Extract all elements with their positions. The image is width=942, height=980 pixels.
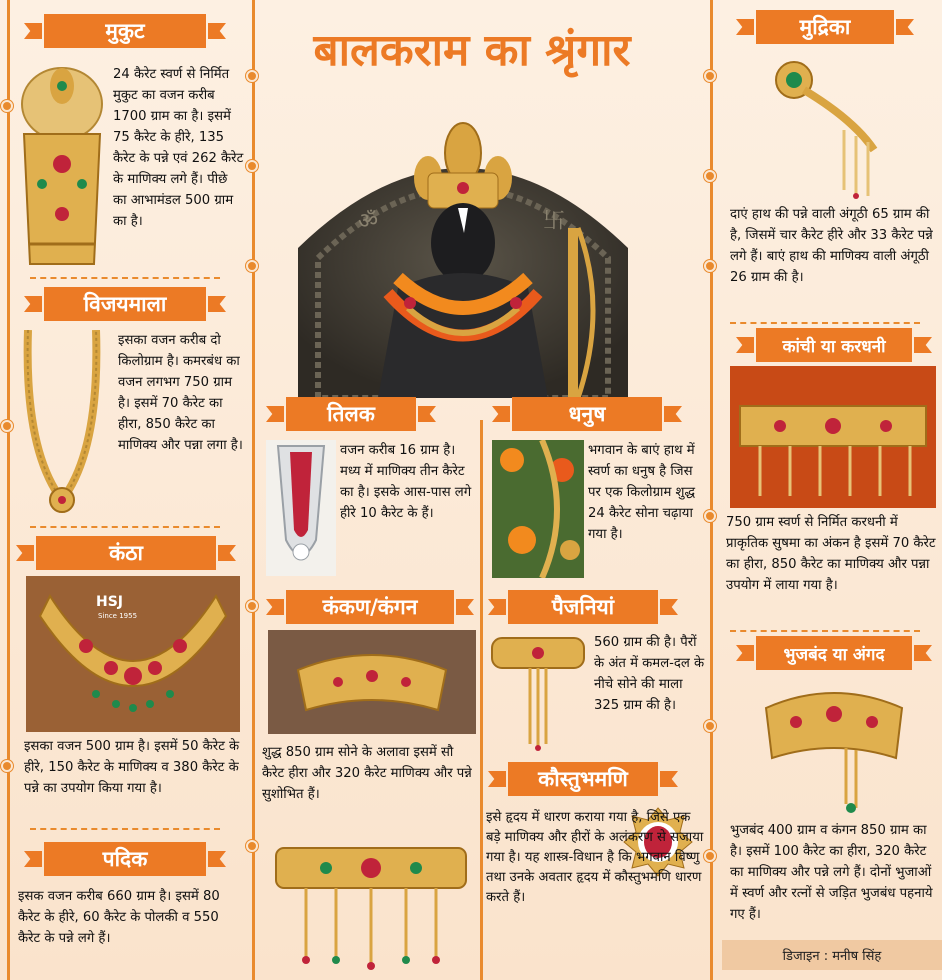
kaustubh-heading: कौस्तुभमणि bbox=[508, 762, 658, 796]
paijaniyan-heading: पैजनियां bbox=[508, 590, 658, 624]
mudrika-heading: मुद्रिका bbox=[756, 10, 894, 44]
kantha-text: इसका वजन 500 ग्राम है। इसमें 50 कैरेट के हीरे, 150 कैरेट के माणिक्य व 380 कैरेट के पन्ने का उपयोग किया गया है। bbox=[24, 739, 240, 796]
kankan-text: शुद्ध 850 ग्राम सोने के अलावा इसमें सौ कैरेट हीरा और 320 कैरेट माणिक्य और पन्ने सुशोभित हैं। bbox=[262, 745, 472, 802]
section-divider bbox=[730, 630, 920, 632]
column-divider-center bbox=[480, 420, 483, 980]
paijaniyan-image bbox=[486, 632, 590, 752]
divider-dot bbox=[704, 260, 716, 272]
vijaymala-text: इसका वजन करीब दो किलोग्राम है। कमरबंध का वजन लगभग 750 ग्राम है। इसमें 70 कैरेट का हीरा, 850 कैरेट का माणिक्य और पन्ना लगा है। bbox=[118, 333, 243, 453]
page-title: बालकराम का श्रृंगार bbox=[313, 25, 631, 76]
kantha-banner bbox=[36, 536, 216, 570]
padik-heading: पदिक bbox=[44, 842, 206, 876]
tilak-banner bbox=[286, 397, 416, 431]
section-divider bbox=[30, 526, 220, 528]
svg-text:ॐ: ॐ bbox=[358, 209, 379, 234]
divider-dot bbox=[704, 170, 716, 182]
tilak-image bbox=[266, 440, 336, 576]
dhanush-image bbox=[492, 440, 584, 578]
svg-text:卐: 卐 bbox=[543, 209, 566, 234]
kanchi-image bbox=[730, 366, 936, 508]
divider-dot bbox=[704, 720, 716, 732]
mukut-heading: मुकुट bbox=[44, 14, 206, 48]
bhujband-banner bbox=[756, 636, 912, 670]
bhujband-heading: भुजबंद या अंगद bbox=[756, 636, 912, 670]
mudrika-banner bbox=[756, 10, 894, 44]
divider-dot bbox=[1, 100, 13, 112]
mudrika-image bbox=[734, 50, 934, 200]
kaustubh-banner bbox=[508, 762, 658, 796]
kankan-heading: कंकण/कंगन bbox=[286, 590, 454, 624]
hsj-tagline: Since 1955 bbox=[98, 612, 138, 620]
column-divider-1 bbox=[252, 0, 255, 980]
section-divider bbox=[30, 277, 220, 279]
kantha-heading: कंठा bbox=[36, 536, 216, 570]
bhujband-text: भुजबंद 400 ग्राम व कंगन 850 ग्राम का है। इसमें 100 कैरेट का हीरा, 320 कैरेट का माणिक्य और पन्ने लगे हैं। दोनों भुजाओं में स्वर्ण और रत्नों से जड़ित भुजबंध पहनाये गए हैं। bbox=[730, 823, 933, 922]
divider-dot bbox=[704, 70, 716, 82]
section-divider bbox=[730, 322, 920, 324]
divider-dot bbox=[246, 840, 258, 852]
kaustubh-text: इसे हृदय में धारण कराया गया है, जिसे एक बड़े माणिक्य और हीरों के अलंकरण से सजाया गया है। यह शास्त्र-विधान है कि भगवान विष्णु तथा उनके अवतार हृदय में कौस्तुभमणि धारण करते हैं। bbox=[486, 810, 704, 905]
divider-dot bbox=[246, 160, 258, 172]
vijaymala-image bbox=[14, 330, 110, 516]
tilak-text: वजन करीब 16 ग्राम है। मध्य में माणिक्य तीन कैरेट का है। इसके आस-पास लगे हीरे 10 कैरेट के हैं। bbox=[340, 443, 472, 521]
paijaniyan-text: 560 ग्राम की है। पैरों के अंत में कमल-दल के नीचे सोने की माला 325 ग्राम की है। bbox=[594, 635, 705, 713]
kanchi-banner bbox=[756, 328, 912, 362]
vijaymala-banner bbox=[44, 287, 206, 321]
mukut-text: 24 कैरेट स्वर्ण से निर्मित मुकुट का वजन करीब 1700 ग्राम का है। इसमें 75 कैरेट के हीरे, 135 कैरेट के पन्ने एवं 262 कैरेट के माणिक्य लगे हैं। पीछे का आभामंडल 500 ग्राम का है। bbox=[113, 67, 244, 229]
section-divider bbox=[30, 828, 220, 830]
bhujband-image bbox=[736, 678, 932, 814]
dhanush-heading: धनुष bbox=[512, 397, 662, 431]
padik-text: इसक वजन करीब 660 ग्राम है। इसमें 80 कैरेट के हीरे, 60 कैरेट के पोलकी व 550 कैरेट के पन्ने लगे हैं। bbox=[18, 889, 220, 946]
deity-illustration bbox=[278, 108, 648, 398]
divider-dot bbox=[246, 260, 258, 272]
paijaniyan-banner bbox=[508, 590, 658, 624]
column-divider-2 bbox=[710, 0, 713, 980]
divider-dot bbox=[1, 760, 13, 772]
design-credit: डिजाइन : मनीष सिंह bbox=[722, 940, 942, 970]
left-border-line bbox=[7, 0, 10, 980]
mudrika-text: दाएं हाथ की पन्ने वाली अंगूठी 65 ग्राम की है, जिसमें चार कैरेट हीरे और 33 कैरेट पन्ने लगे हैं। बाएं हाथ की माणिक्य वाली अंगूठी 26 ग्राम की है। bbox=[730, 207, 933, 285]
kankan-image bbox=[268, 630, 476, 734]
kantha-image bbox=[26, 576, 240, 732]
kanchi-text: 750 ग्राम स्वर्ण से निर्मित करधनी में प्राकृतिक सुषमा का अंकन है इसमें 70 कैरेट का हीरा, 850 कैरेट का माणिक्य और पन्ना उपयोग में लाया गया है। bbox=[726, 515, 936, 593]
deity-image bbox=[278, 108, 648, 398]
divider-dot bbox=[1, 420, 13, 432]
tilak-heading: तिलक bbox=[286, 397, 416, 431]
mukut-image bbox=[14, 64, 110, 268]
padik-image bbox=[266, 838, 476, 970]
dhanush-banner bbox=[512, 397, 662, 431]
divider-dot bbox=[246, 70, 258, 82]
hsj-logo: HSJ bbox=[96, 594, 124, 610]
divider-dot bbox=[246, 600, 258, 612]
kanchi-heading: कांची या करधनी bbox=[756, 328, 912, 362]
dhanush-text: भगवान के बाएं हाथ में स्वर्ण का धनुष है जिस पर एक किलोग्राम शुद्ध 24 कैरेट सोना चढ़ाया गया है। bbox=[588, 443, 696, 542]
padik-banner bbox=[44, 842, 206, 876]
vijaymala-heading: विजयमाला bbox=[44, 287, 206, 321]
kankan-banner bbox=[286, 590, 454, 624]
mukut-banner bbox=[44, 14, 206, 48]
